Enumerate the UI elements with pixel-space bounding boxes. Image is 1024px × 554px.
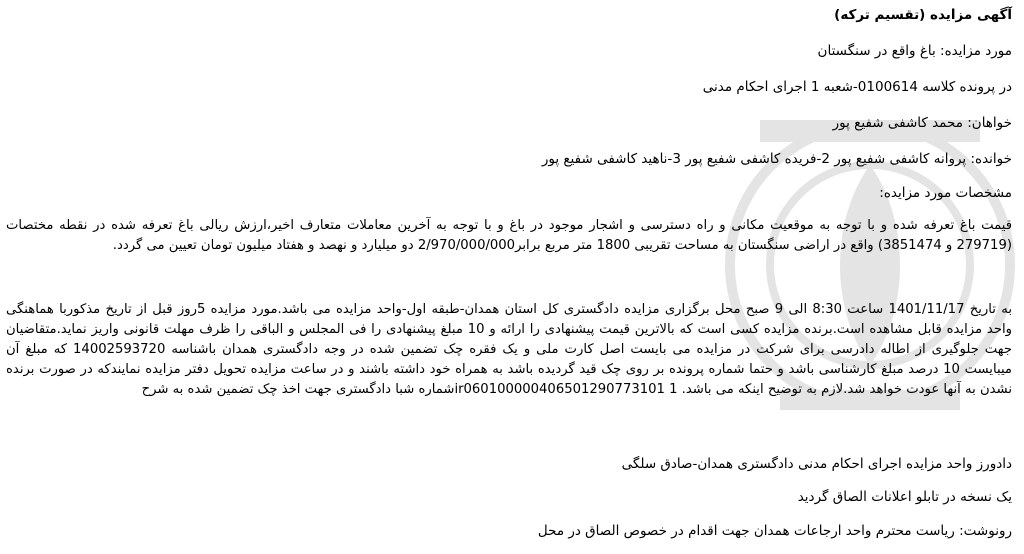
auction-subject: مورد مزایده: باغ واقع در سنگستان [817,43,1012,59]
posting-note: یک نسخه در تابلو اعلانات الصاق گردید [797,489,1012,505]
officer-signature: دادورز واحد مزایده اجرای احکام مدنی دادگستری همدان-صادق سلگی [621,456,1012,472]
specs-heading: مشخصات مورد مزایده: [879,185,1012,201]
copy-recipient-note: رونوشت: ریاست محترم واحد ارجاعات همدان جهت اقدام در خصوص الصاق در محل [537,523,1012,539]
plaintiff-line: خواهان: محمد کاشفی شفیع پور [832,115,1012,131]
case-number-line: در پرونده کلاسه 0100614-شعبه 1 اجرای احکام مدنی [702,79,1012,95]
notice-title: آگهی مزایده (تقسیم ترکه) [834,7,1012,23]
defendants-line: خوانده: پروانه کاشفی شفیع پور 2-فریده کاشفی شفیع پور 3-ناهید کاشفی شفیع پور [541,151,1012,167]
auction-terms: به تاریخ 1401/11/17 ساعت 8:30 الی 9 صبح محل برگزاری مزایده دادگستری کل استان همدان-طبقه اول-واحد مزایده می باشد.مورد مزایده 5روز قبل از تاریخ مذکوربا هماهنگی واحد مزایده قابل مشاهده است.برنده مزایده کسی است که بالاترین قیمت پیشنهادی را ارائه و 10 مبلغ پیشنهادی را فی المجلس و الباقی را ظرف مهلت قانونی واریز نماید.متقاضیان جهت جلوگیری از اطاله دادرسی برای شرکت در مزایده می بایست اصل کارت ملی و یک فقره چک تضمین شده در وجه دادگستری همدان باشناسه 14002593720 که مبلغ آن میبایست 10 درصد مبلغ کارشناسی باشد و حتما شماره پرونده بر روی چک قید گردیده باشد به همراه خود داشته باشند و در ساعت مزایده تحویل دفتر مزایده نمایندکه در صورت برنده نشدن به آنها عودت خواهد شد.لازم به توضیح اینکه می باشد. ir060100000406501290773101 1شماره شبا دادگستری جهت اخذ چک تضمین شده به شرح [6,302,1013,397]
property-description: قیمت باغ تعرفه شده و با توجه به موقعیت مکانی و راه دسترسی و اشجار موجود در باغ و با توجه به آخرین معاملات متعارف اخیر،ارزش ریالی باغ تعرفه شده در نقطه مختصات (279719 و 3851474) واقع در اراضی سنگستان به مساحت تقریبی 1800 متر مربع برابر2/970/000/000 دو میلیارد و نهصد و هفتاد میلیون تومان تعیین می گردد. [6,218,1012,253]
